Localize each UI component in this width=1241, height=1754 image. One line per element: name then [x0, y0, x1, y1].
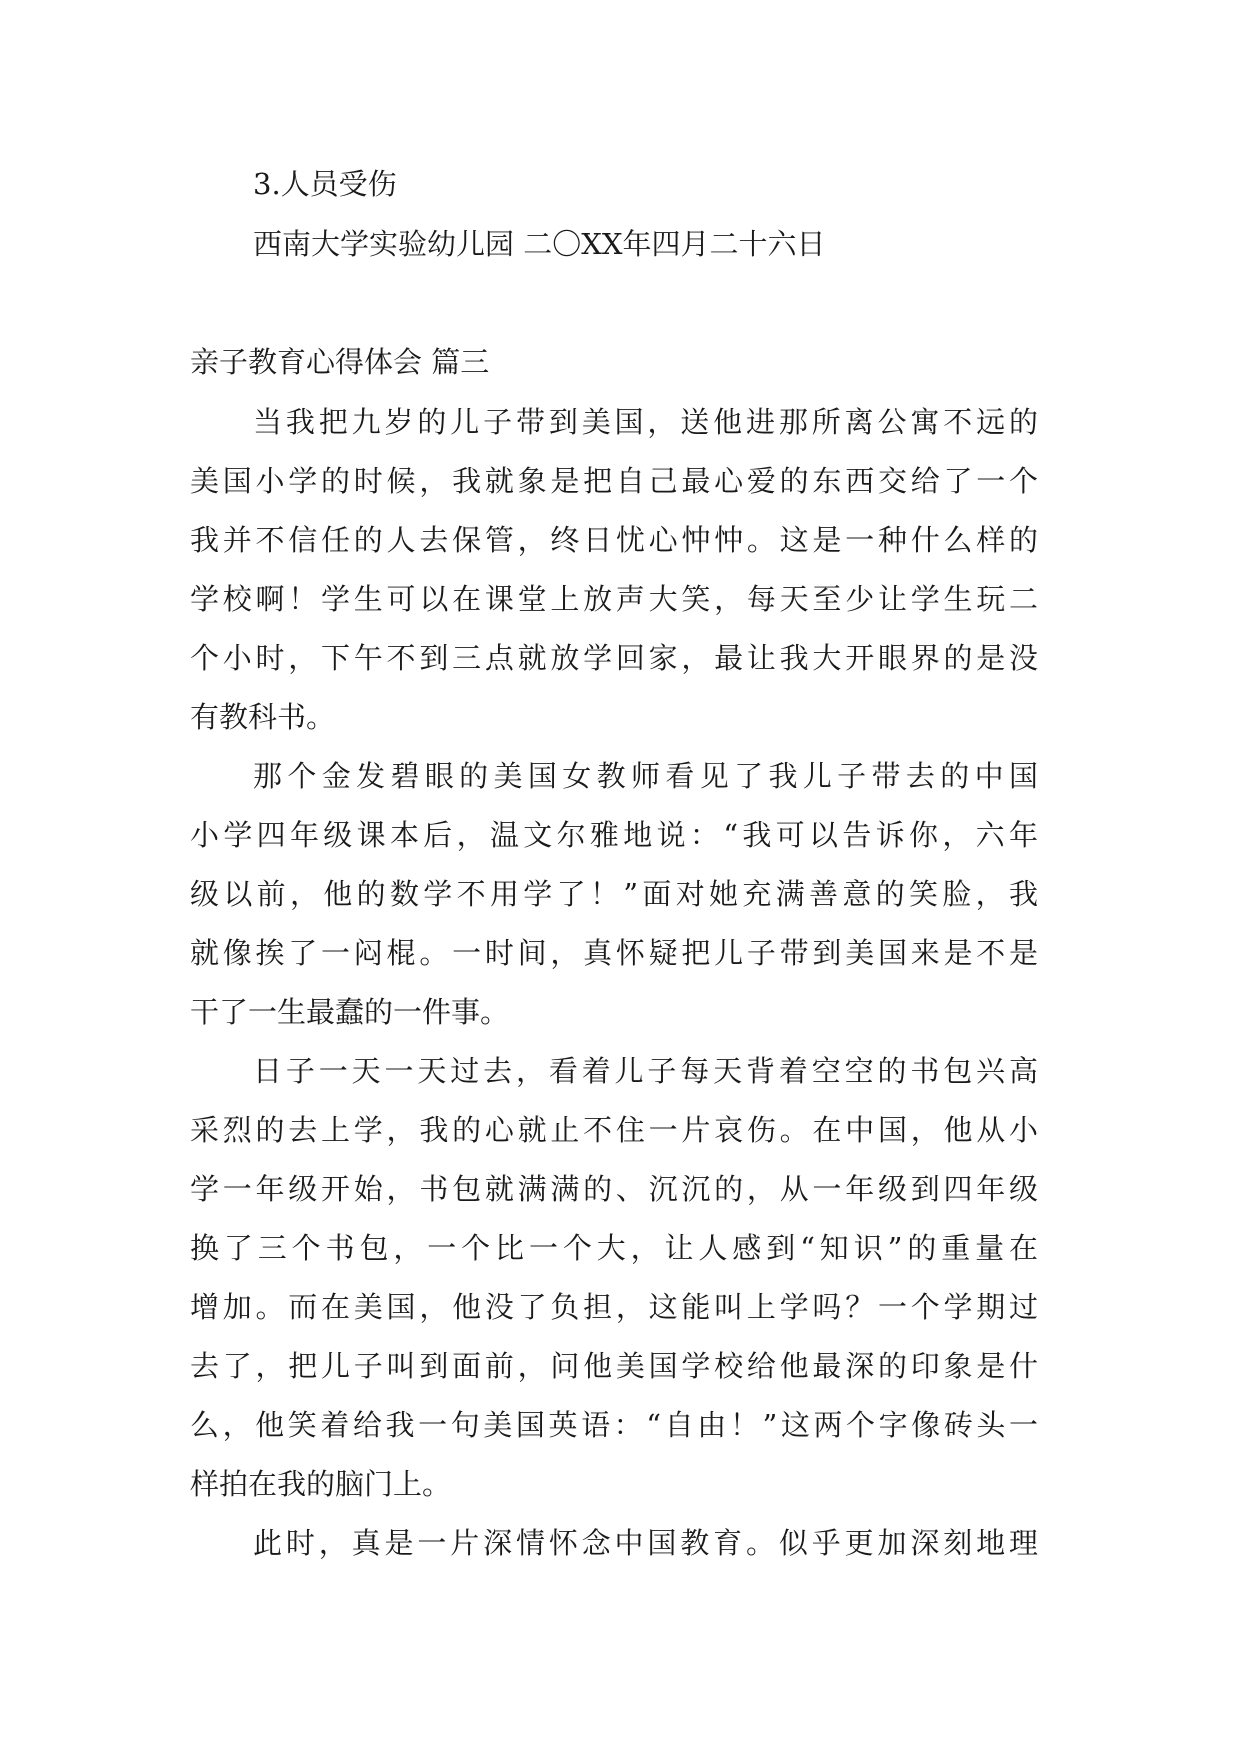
paragraph-4-line-1: 此时，真是一片深情怀念中国教育。似乎更加深刻地理 [253, 1526, 1038, 1560]
paragraph-1-line-1: 当我把九岁的儿子带到美国，送他进那所离公寓不远的 [253, 405, 1038, 439]
paragraph-3-line-1: 日子一天一天过去，看着儿子每天背着空空的书包兴高 [253, 1054, 1038, 1088]
paragraph-3-line-7: 么，他笑着给我一句美国英语：“自由！”这两个字像砖头一 [190, 1408, 1038, 1442]
paragraph-2-line-3: 级以前，他的数学不用学了！”面对她充满善意的笑脸，我 [190, 877, 1038, 911]
paragraph-1-line-5: 个小时，下午不到三点就放学回家，最让我大开眼界的是没 [190, 641, 1038, 675]
paragraph-3-line-4: 换了三个书包，一个比一个大，让人感到“知识”的重量在 [190, 1231, 1038, 1265]
paragraph-2-line-4: 就像挨了一闷棍。一时间，真怀疑把儿子带到美国来是不是 [190, 936, 1038, 970]
paragraph-1-line-3: 我并不信任的人去保管，终日忧心忡忡。这是一种什么样的 [190, 523, 1038, 557]
paragraph-3-line-5: 增加。而在美国，他没了负担，这能叫上学吗？一个学期过 [190, 1290, 1038, 1324]
signature-line: 西南大学实验幼儿园 二〇XX年四月二十六日 [253, 227, 826, 261]
paragraph-3-line-3: 学一年级开始，书包就满满的、沉沉的，从一年级到四年级 [190, 1172, 1038, 1206]
paragraph-2-line-2: 小学四年级课本后，温文尔雅地说：“我可以告诉你，六年 [190, 818, 1038, 852]
paragraph-3-line-2: 采烈的去上学，我的心就止不住一片哀伤。在中国，他从小 [190, 1113, 1038, 1147]
paragraph-1-line-4: 学校啊！学生可以在课堂上放声大笑，每天至少让学生玩二 [190, 582, 1038, 616]
paragraph-2-line-1: 那个金发碧眼的美国女教师看见了我儿子带去的中国 [253, 759, 1038, 793]
paragraph-1-line-2: 美国小学的时候，我就象是把自己最心爱的东西交给了一个 [190, 464, 1038, 498]
list-item-injury: 3.人员受伤 [253, 167, 397, 201]
paragraph-3-line-6: 去了，把儿子叫到面前，问他美国学校给他最深的印象是什 [190, 1349, 1038, 1383]
section-heading: 亲子教育心得体会 篇三 [190, 345, 490, 379]
paragraph-2-line-5: 干了一生最蠢的一件事。 [190, 995, 510, 1029]
paragraph-3-line-8: 样拍在我的脑门上。 [190, 1467, 452, 1501]
paragraph-1-line-6: 有教科书。 [190, 700, 336, 734]
